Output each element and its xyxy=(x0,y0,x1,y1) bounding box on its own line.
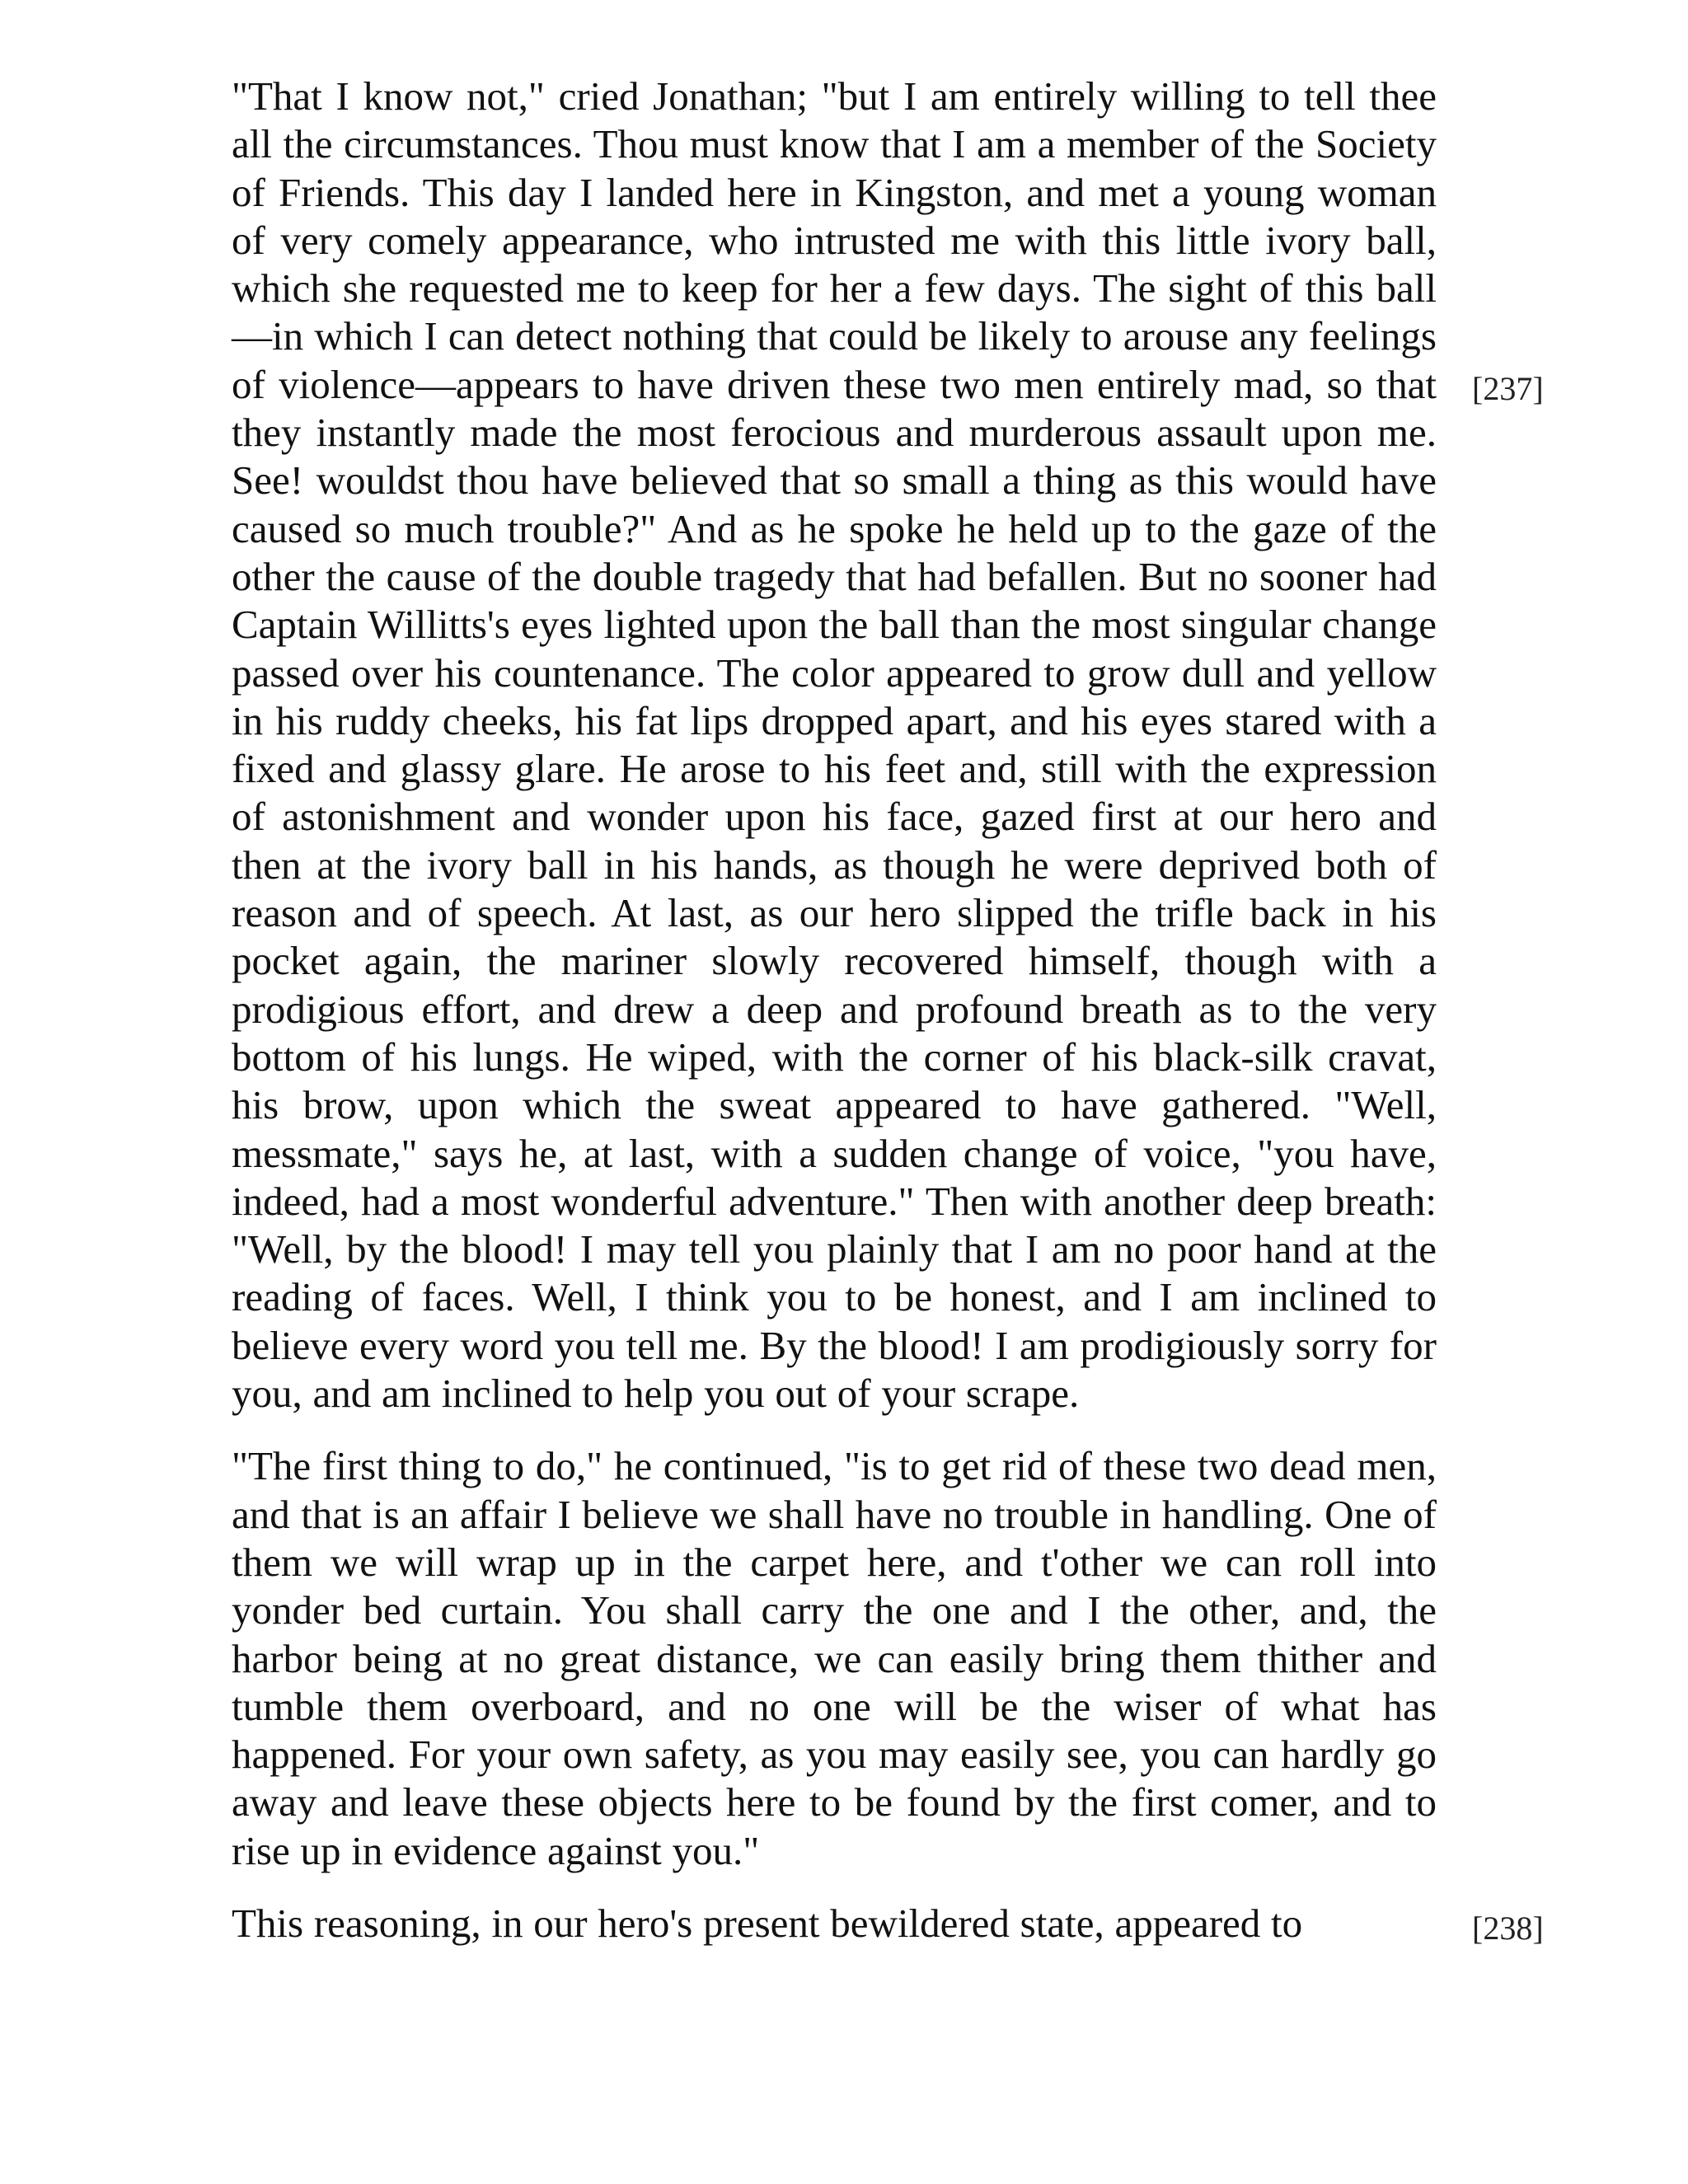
page-number-238: [238] xyxy=(1472,1910,1544,1947)
paragraph-this-reasoning: This reasoning, in our hero's present bewildered state, appeared to xyxy=(232,1900,1303,1946)
paragraph-captain-willitts: "That I know not," cried Jonathan; "but I am entirely willing to tell thee all the circumstances. Thou must know that I am a member of the Society of Friends. This day I landed here in Kingston, and met a young woman of very comely appearance, who intrusted me with this little ivory ball, which she requested me to keep for her a few days. The sight of this ball—in which I can detect nothing that could be likely to arouse any feelings of violence—appears to have driven these two men entirely mad, so that they instantly made the most ferocious and murderous assault upon me. See! wouldst thou have believed that so small a thing as this would have caused so much trouble?" And as he spoke he held up to the gaze of the other the cause of the double tragedy that had befallen. But no sooner had Captain Willitts's eyes lighted upon the ball than the most singular change passed over his countenance. The color appeared to grow dull and yellow in his ruddy cheeks, his fat lips dropped apart, and his eyes stared with a fixed and glassy glare. He arose to his feet and, still with the expression of astonishment and wonder upon his face, gazed first at our hero and then at the ivory ball in his hands, as though he were deprived both of reason and of speech. At last, as our hero slipped the trifle back in his pocket again, the mariner slowly recovered himself, though with a prodigious effort, and drew a deep and profound breath as to the very bottom of his lungs. He wiped, with the corner of his black-silk cravat, his brow, upon which the sweat appeared to have gathered. "Well, messmate," says he, at last, with a sudden change of voice, "you have, indeed, had a most wonderful adventure." Then with another deep breath: "Well, by the blood! I may tell you plainly that I am no poor hand at the reading of faces. Well, I think you to be honest, and I am inclined to believe every word you tell me. By the blood! I am prodigiously sorry for you, and am inclined to help you out of your scrape. xyxy=(232,73,1437,1417)
text-column xyxy=(232,73,1437,1947)
paragraph-first-thing-to-do: "The first thing to do," he continued, "is to get rid of these two dead men, and that is an affair I believe we shall have no trouble in handling. One of them we will wrap up in the carpet here, and t'other we can roll into yonder bed curtain. You shall carry the one and I the other, and, the harbor being at no great distance, we can easily bring them thither and tumble them overboard, and no one will be the wiser of what has happened. For your own safety, as you may easily see, you can hardly go away and leave these objects here to be found by the first comer, and to rise up in evidence against you." xyxy=(232,1443,1437,1873)
page-number-237: [237] xyxy=(1472,370,1544,407)
